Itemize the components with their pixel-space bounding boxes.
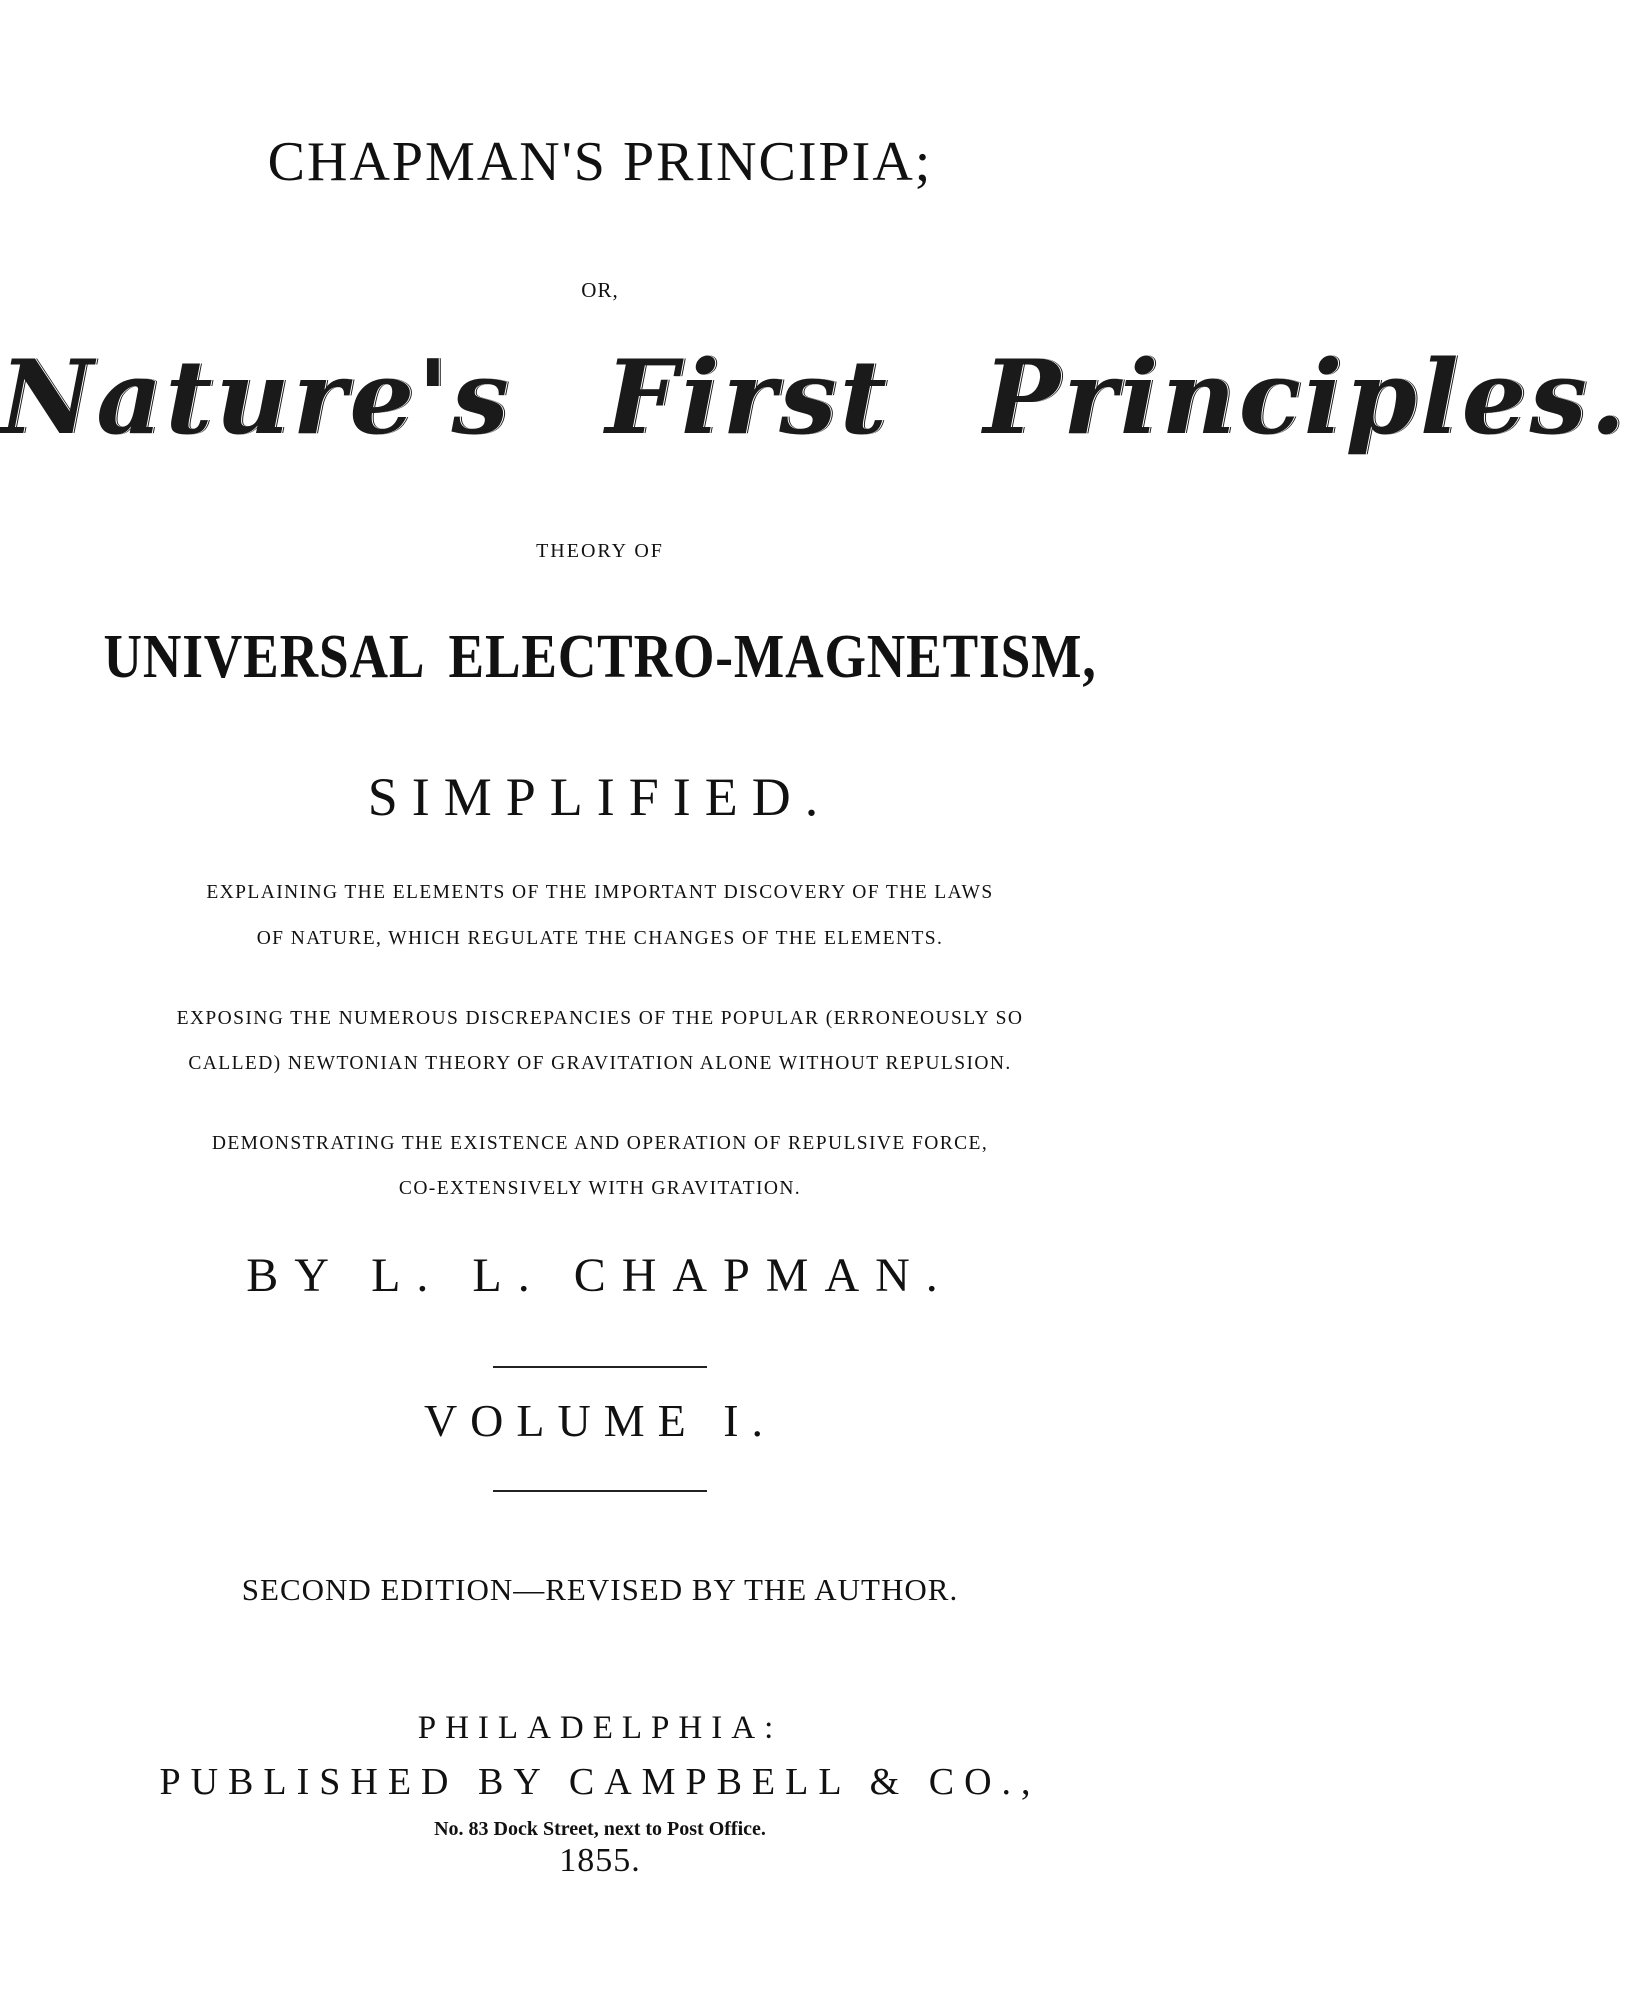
volume-label: VOLUME I. <box>423 1395 777 1446</box>
simplified-heading: SIMPLIFIED. <box>367 767 833 827</box>
rule-divider-top <box>493 1366 707 1368</box>
theory-of-label: THEORY OF <box>536 540 664 562</box>
rule-divider-bottom <box>493 1490 707 1492</box>
gothic-subtitle: Nature's First Principles. <box>0 338 1628 458</box>
exposing-line-1: EXPOSING THE NUMEROUS DISCREPANCIES OF THE POPULAR (ERRONEOUSLY SO <box>176 1008 1024 1029</box>
publisher-line: PUBLISHED BY CAMPBELL & CO., <box>159 1761 1041 1803</box>
publication-year: 1855. <box>559 1842 641 1879</box>
publication-city: PHILADELPHIA: <box>417 1710 783 1746</box>
subject-heading: UNIVERSAL ELECTRO-MAGNETISM, <box>103 623 1097 691</box>
demonstrating-line-1: DEMONSTRATING THE EXISTENCE AND OPERATION OF REPULSIVE FORCE, <box>211 1133 989 1154</box>
explaining-line-1: EXPLAINING THE ELEMENTS OF THE IMPORTANT DISCOVERY OF THE LAWS <box>206 882 994 903</box>
edition-note: SECOND EDITION—REVISED BY THE AUTHOR. <box>241 1572 959 1607</box>
book-title: CHAPMAN'S PRINCIPIA; <box>267 131 933 193</box>
exposing-line-2: CALLED) NEWTONIAN THEORY OF GRAVITATION ALONE WITHOUT REPULSION. <box>188 1053 1012 1074</box>
publisher-address: No. 83 Dock Street, next to Post Office. <box>434 1818 766 1840</box>
demonstrating-line-2: CO-EXTENSIVELY WITH GRAVITATION. <box>398 1178 802 1199</box>
explaining-line-2: OF NATURE, WHICH REGULATE THE CHANGES OF THE ELEMENTS. <box>256 928 944 949</box>
author-byline: BY L. L. CHAPMAN. <box>246 1249 954 1302</box>
or-connector: OR, <box>581 278 619 302</box>
